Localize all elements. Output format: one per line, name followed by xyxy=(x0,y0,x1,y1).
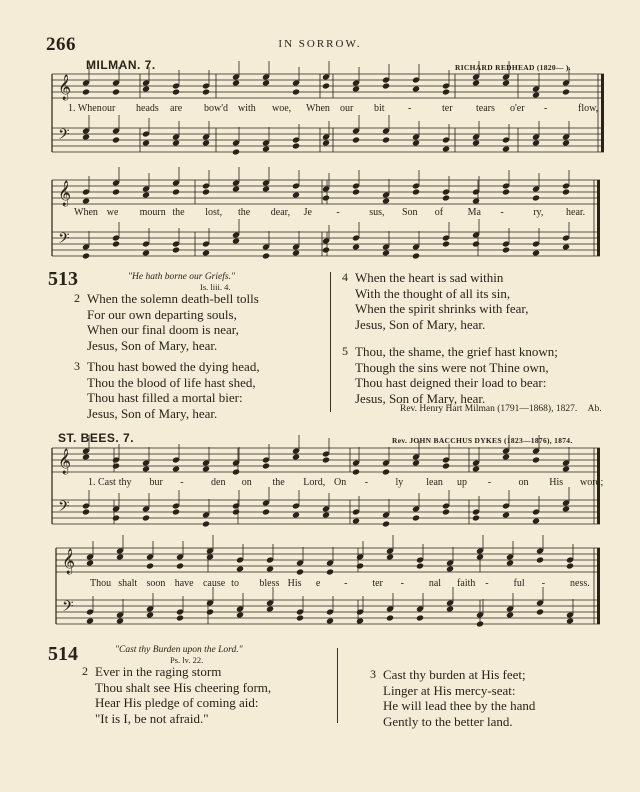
tune1-system2-note xyxy=(202,249,210,256)
tune1-system1-note xyxy=(502,79,510,86)
tune1-composer: RICHARD REDHEAD (1820— ). xyxy=(455,63,571,72)
tune1-system2-treble-clef: 𝄞 xyxy=(58,181,72,206)
tune1-system1-note xyxy=(472,79,480,86)
lyric-syllable: heads xyxy=(136,103,159,114)
lyric-syllable: ter xyxy=(442,103,453,114)
tune2-system1-note xyxy=(472,514,480,521)
lyric-syllable: nal xyxy=(428,578,442,589)
tune1-system2-note xyxy=(292,191,300,198)
lyric-syllable: our xyxy=(102,103,116,114)
tune1-system2-note xyxy=(322,246,330,253)
tune2-system1-note xyxy=(412,459,420,466)
tune2-system2-note xyxy=(506,611,514,618)
tune2-system1-note xyxy=(142,514,150,521)
tune2-system2-note xyxy=(86,559,94,566)
tune1-system2-note xyxy=(502,246,510,253)
lyric-syllable: of xyxy=(434,207,444,218)
lyric-syllable: woe, xyxy=(272,103,292,114)
tune1-system1-note xyxy=(82,133,90,140)
verse-line: Ever in the raging storm xyxy=(95,664,222,679)
tune2-system1-note xyxy=(112,462,120,469)
tune2-system1-note xyxy=(502,453,510,460)
tune1-system2-note xyxy=(502,188,510,195)
hymn-514-title: "Cast thy Burden upon the Lord." xyxy=(115,645,243,655)
tune2-system1-note xyxy=(352,468,360,475)
tune1-system2-bass-clef: 𝄢 xyxy=(58,230,70,251)
verse-line: Thou shalt see His cheering form, xyxy=(95,679,272,695)
tune2-system2-note xyxy=(476,553,484,560)
tune1-system2-note xyxy=(352,188,360,195)
tune2-system2-note xyxy=(146,562,154,569)
lyric-syllable: are xyxy=(170,103,183,114)
tune2-system2-note xyxy=(296,614,304,621)
tune1-system1-note xyxy=(262,79,270,86)
hymn-513-verse-4 xyxy=(342,270,529,332)
verse-line: Gently to the better land. xyxy=(383,713,513,729)
verse-number: 4 xyxy=(342,270,348,284)
tune2-system1-note xyxy=(292,511,300,518)
lyric-syllable: e xyxy=(315,578,321,589)
tune1-lyric-line1 xyxy=(0,103,640,117)
lyric-syllable: Lord, xyxy=(303,477,326,488)
lyric-syllable: on xyxy=(241,477,252,488)
tune1-system1-note xyxy=(112,88,120,95)
lyric-syllable: the xyxy=(272,477,285,488)
tune1-system2-note xyxy=(382,197,390,204)
tune2-system2-note xyxy=(176,614,184,621)
lyric-syllable: hear. xyxy=(566,207,586,218)
tune1-system2-note xyxy=(412,252,420,259)
tune2-system1-note xyxy=(172,465,180,472)
tune1-system2-note xyxy=(322,194,330,201)
tune1-system2-note xyxy=(472,197,480,204)
tune2-system1-note xyxy=(112,514,120,521)
tune2-system2-note xyxy=(536,608,544,615)
verse-line: Thou the blood of life hast shed, xyxy=(87,374,256,390)
tune2-system1-bass-clef: 𝄢 xyxy=(58,498,70,519)
tune2-system1-note xyxy=(532,456,540,463)
page-number: 266 xyxy=(46,34,76,55)
lyric-syllable: mourn xyxy=(139,207,166,218)
tune2-system1-note xyxy=(562,505,570,512)
tune2-system1-note xyxy=(502,511,510,518)
lyric-syllable: - xyxy=(336,207,340,218)
tune2-system1-note xyxy=(232,508,240,515)
lyric-syllable: - xyxy=(541,578,546,589)
tune2-system2-note xyxy=(536,556,544,563)
lyric-syllable: thy xyxy=(118,477,132,488)
verse-number: 3 xyxy=(370,667,376,681)
lyric-syllable: 1. When xyxy=(68,103,102,114)
lyric-syllable: - xyxy=(344,578,348,589)
tune1-system1-note xyxy=(532,139,540,146)
tune2-system2-note xyxy=(446,565,454,572)
tune1-system1-note xyxy=(442,88,450,95)
tune1-system1-note xyxy=(232,148,240,155)
lyric-syllable: sus, xyxy=(369,207,385,218)
hymn-513-number: 513 xyxy=(48,268,78,290)
tune2-system2-note xyxy=(356,617,364,624)
lyric-syllable: we xyxy=(106,207,119,218)
lyric-syllable: Son xyxy=(402,207,418,218)
lyric-syllable: ly xyxy=(395,477,404,488)
hymn-514-scripture-ref: Ps. lv. 22. xyxy=(170,655,204,665)
tune1-system1-note xyxy=(292,142,300,149)
verse-line: Jesus, Son of Mary, hear. xyxy=(87,405,218,421)
tune1-system1-note xyxy=(532,91,540,98)
tune1-system1-note xyxy=(142,85,150,92)
tune1-system2-note xyxy=(142,191,150,198)
lyric-syllable: Je xyxy=(303,207,312,218)
tune2-system2-note xyxy=(206,608,214,615)
tune2-system2-note xyxy=(416,562,424,569)
lyric-syllable: - xyxy=(408,103,412,114)
verse-line: Hear His pledge of coming aid: xyxy=(95,695,259,710)
tune2-system2-note xyxy=(566,617,574,624)
lyric-syllable: dear, xyxy=(270,207,291,218)
verse-line: When the spirit shrinks with fear, xyxy=(355,301,529,316)
tune1-system1-note xyxy=(82,88,90,95)
lyric-syllable: His xyxy=(287,578,302,589)
column-divider xyxy=(337,648,338,723)
lyric-syllable: Thou xyxy=(90,578,112,589)
lyric-syllable: cause xyxy=(202,578,226,589)
tune1-name: MILMAN. 7. xyxy=(86,58,156,72)
tune1-system1-note xyxy=(412,85,420,92)
tune2-system1-treble-clef: 𝄞 xyxy=(58,449,72,474)
tune2-system1-note xyxy=(352,517,360,524)
tune2-system2-note xyxy=(386,553,394,560)
verse-line: When our final doom is near, xyxy=(87,322,239,337)
tune1-system2-note xyxy=(232,185,240,192)
tune1-system1-note xyxy=(352,85,360,92)
lyric-syllable: o'er xyxy=(510,103,525,114)
lyric-syllable: ry, xyxy=(533,207,544,218)
tune1-system2-note xyxy=(412,188,420,195)
tune2-system1-note xyxy=(202,520,210,527)
lyric-syllable: - xyxy=(180,477,184,488)
lyric-syllable: the xyxy=(172,207,185,218)
lyric-syllable: When xyxy=(74,207,98,218)
tune1-system2-note xyxy=(82,252,90,259)
tune1-system1-note xyxy=(442,145,450,152)
tune1-system2-note xyxy=(472,240,480,247)
lyric-syllable: our xyxy=(340,103,354,114)
tune1-system1-note xyxy=(322,82,330,89)
verse-line: When the heart is sad within xyxy=(355,270,504,285)
lyric-syllable: - xyxy=(487,477,492,488)
tune1-system1-note xyxy=(142,139,150,146)
lyric-syllable: shalt xyxy=(118,578,138,589)
verse-line: Jesus, Son of Mary, hear. xyxy=(87,337,218,353)
tune2-system1-note xyxy=(562,465,570,472)
tune1-system1-note xyxy=(382,136,390,143)
lyric-syllable: - xyxy=(544,103,548,114)
tune1-system1-note xyxy=(352,136,360,143)
tune1-system1-note xyxy=(172,88,180,95)
tune1-system1-note xyxy=(112,136,120,143)
author-name: Rev. Henry Hart Milman (1791—1868), 1827. xyxy=(400,404,578,414)
tune2-system2-treble-clef: 𝄞 xyxy=(62,549,76,574)
tune1-system2-note xyxy=(382,249,390,256)
tune2-system2-note xyxy=(116,553,124,560)
tune1-system1-note xyxy=(562,88,570,95)
tune2-system1-note xyxy=(232,468,240,475)
lyric-syllable: the xyxy=(238,207,251,218)
tune2-system2-note xyxy=(326,568,334,575)
lyric-syllable: - xyxy=(364,477,369,488)
tune2-system1-note xyxy=(262,462,270,469)
tune2-system2-note xyxy=(446,605,454,612)
tune2-system1-note xyxy=(382,520,390,527)
tune2-system1-note xyxy=(292,453,300,460)
tune1-system1-note xyxy=(382,82,390,89)
verse-line: Thou, the shame, the grief hast known; xyxy=(355,344,558,359)
tune1-system2-note xyxy=(262,252,270,259)
lyric-syllable: den xyxy=(211,477,226,488)
lyric-syllable: - xyxy=(485,578,489,589)
lyric-syllable: soon xyxy=(146,578,166,589)
verse-line: Thou hast filled a mortal bier: xyxy=(87,390,243,405)
lyric-syllable: Ma xyxy=(467,207,481,218)
tune1-system2-note xyxy=(202,188,210,195)
tune2-system1-note xyxy=(472,465,480,472)
hymn-513-verse-3 xyxy=(74,359,260,421)
lyric-syllable: ter xyxy=(372,578,383,589)
verse-line: Thou hast bowed the dying head, xyxy=(87,359,260,374)
tune1-system2-note xyxy=(232,237,240,244)
lyric-syllable: When xyxy=(306,103,330,114)
tune2-system2-note xyxy=(506,559,514,566)
tune1-system2-note xyxy=(142,249,150,256)
lyric-syllable: on xyxy=(518,477,529,488)
tune2-system2-note xyxy=(146,611,154,618)
tune2-system1-note xyxy=(322,456,330,463)
tune2-system1-note xyxy=(202,465,210,472)
lyric-syllable: up xyxy=(457,477,467,488)
tune2-system2-note xyxy=(356,562,364,569)
tune2-system1-note xyxy=(532,517,540,524)
lyric-syllable: - xyxy=(400,578,404,589)
lyric-syllable: with xyxy=(238,103,256,114)
tune2-system2-note xyxy=(296,568,304,575)
tune2-system2-note xyxy=(266,605,274,612)
lyric-syllable: word; xyxy=(580,477,604,488)
verse-line: Thou hast deigned their load to bear: xyxy=(355,375,547,390)
lyric-syllable: have xyxy=(174,578,194,589)
tune1-system2-note xyxy=(562,243,570,250)
lyric-syllable: ful xyxy=(513,578,525,589)
tune2-system2-note xyxy=(566,562,574,569)
lyric-syllable: On xyxy=(334,477,347,488)
tune2-system1-note xyxy=(442,508,450,515)
tune2-system2-note xyxy=(386,614,394,621)
tune2-lyric-line1 xyxy=(0,477,640,491)
verse-line: Jesus, Son of Mary, hear. xyxy=(355,316,486,332)
tune1-system1-treble-clef: 𝄞 xyxy=(58,75,72,100)
tune2-system2-note xyxy=(236,565,244,572)
hymn-514-verse-2 xyxy=(82,664,272,726)
tune1-system2-note xyxy=(532,194,540,201)
tune2-system2-note xyxy=(476,620,484,627)
lyric-syllable: bless xyxy=(259,578,280,589)
tune1-system1-note xyxy=(412,139,420,146)
verse-line: When the solemn death-bell tolls xyxy=(87,291,259,306)
verse-line: Cast thy burden at His feet; xyxy=(383,667,526,682)
tune1-system1-note xyxy=(232,79,240,86)
tune1-system1-note xyxy=(562,139,570,146)
hymn-513-verse-2 xyxy=(74,291,259,353)
lyric-syllable: 1. Cast xyxy=(88,477,116,488)
tune2-system2-note xyxy=(86,617,94,624)
hymn-513-author xyxy=(400,404,602,414)
verse-line: Though the sins were not Thine own, xyxy=(355,359,549,375)
tune2-name: ST. BEES. 7. xyxy=(58,431,135,445)
verse-number: 3 xyxy=(74,359,80,373)
tune1-system2-note xyxy=(532,249,540,256)
tune2-system1-note xyxy=(382,468,390,475)
hymn-513-verse-5 xyxy=(342,344,558,406)
verse-line: With the thought of all its sin, xyxy=(355,285,511,301)
lyric-syllable: tears xyxy=(476,103,495,114)
tune1-system2-note xyxy=(442,240,450,247)
tune2-system1-note xyxy=(262,508,270,515)
tune1-system1-note xyxy=(292,88,300,95)
tune1-system1-bass-clef: 𝄢 xyxy=(58,126,70,147)
tune2-system1-note xyxy=(142,465,150,472)
hymn-513-title: "He hath borne our Griefs." xyxy=(128,272,235,282)
column-divider xyxy=(330,272,331,412)
verse-line: He will lead thee by the hand xyxy=(383,698,536,713)
tune1-system2-note xyxy=(562,188,570,195)
tune2-composer: Rev. JOHN BACCHUS DYKES (1823—1876), 1874. xyxy=(392,436,573,445)
tune1-system2-note xyxy=(352,243,360,250)
tune2-system1-note xyxy=(82,508,90,515)
lyric-syllable: bur xyxy=(149,477,163,488)
tune1-system2-note xyxy=(112,188,120,195)
verse-number: 2 xyxy=(74,291,80,305)
tune2-system1-note xyxy=(412,514,420,521)
verse-number: 2 xyxy=(82,664,88,678)
lyric-syllable: bow'd xyxy=(204,103,229,114)
tune1-system2-note xyxy=(292,249,300,256)
verse-line: Jesus, Son of Mary, hear. xyxy=(355,390,486,406)
verse-line: For our own departing souls, xyxy=(87,306,237,322)
tune1-system1-note xyxy=(502,145,510,152)
tune2-system2-note xyxy=(266,565,274,572)
lyric-syllable: flow, xyxy=(578,103,599,114)
lyric-syllable: His xyxy=(549,477,564,488)
tune2-system1-note xyxy=(322,511,330,518)
tune2-system2-note xyxy=(206,553,214,560)
running-head: IN SORROW. xyxy=(278,38,362,50)
lyric-syllable: to xyxy=(231,578,239,589)
verse-number: 5 xyxy=(342,344,348,358)
lyric-syllable: - xyxy=(500,207,504,218)
tune2-system2-bass-clef: 𝄢 xyxy=(62,598,74,619)
tune1-system2-note xyxy=(172,188,180,195)
tune2-system2-note xyxy=(326,617,334,624)
tune1-system2-note xyxy=(442,194,450,201)
author-tag: Ab. xyxy=(587,404,602,414)
tune1-system2-note xyxy=(82,197,90,204)
verse-line: Linger at His mercy-seat: xyxy=(383,682,516,698)
hymn-514-number: 514 xyxy=(48,643,78,665)
tune2-system1-note xyxy=(442,462,450,469)
tune2-lyric-line2 xyxy=(0,578,640,592)
tune1-system2-note xyxy=(172,246,180,253)
lyric-syllable: bit xyxy=(374,103,385,114)
tune1-system2-note xyxy=(112,240,120,247)
tune1-system1-note xyxy=(202,139,210,146)
verse-line: "It is I, be not afraid." xyxy=(95,710,209,726)
hymn-514-verse-3 xyxy=(370,667,536,729)
tune1-system1-note xyxy=(262,145,270,152)
tune2-system2-note xyxy=(236,611,244,618)
lyric-syllable: faith xyxy=(457,578,476,589)
tune1-system1-note xyxy=(172,139,180,146)
lyric-syllable: lost, xyxy=(205,207,223,218)
tune2-system2-note xyxy=(116,617,124,624)
tune1-system2-note xyxy=(262,185,270,192)
tune1-system1-note xyxy=(472,139,480,146)
tune1-system1-note xyxy=(322,139,330,146)
lyric-syllable: ness. xyxy=(570,578,590,589)
hymn-513-scripture-ref: Is. liii. 4. xyxy=(200,282,231,292)
lyric-syllable: lean xyxy=(426,477,443,488)
tune2-system1-note xyxy=(172,508,180,515)
tune2-system2-note xyxy=(416,614,424,621)
tune1-lyric-line2 xyxy=(0,207,640,221)
tune2-system2-note xyxy=(176,562,184,569)
tune2-system1-note xyxy=(82,453,90,460)
tune1-system1-note xyxy=(202,88,210,95)
